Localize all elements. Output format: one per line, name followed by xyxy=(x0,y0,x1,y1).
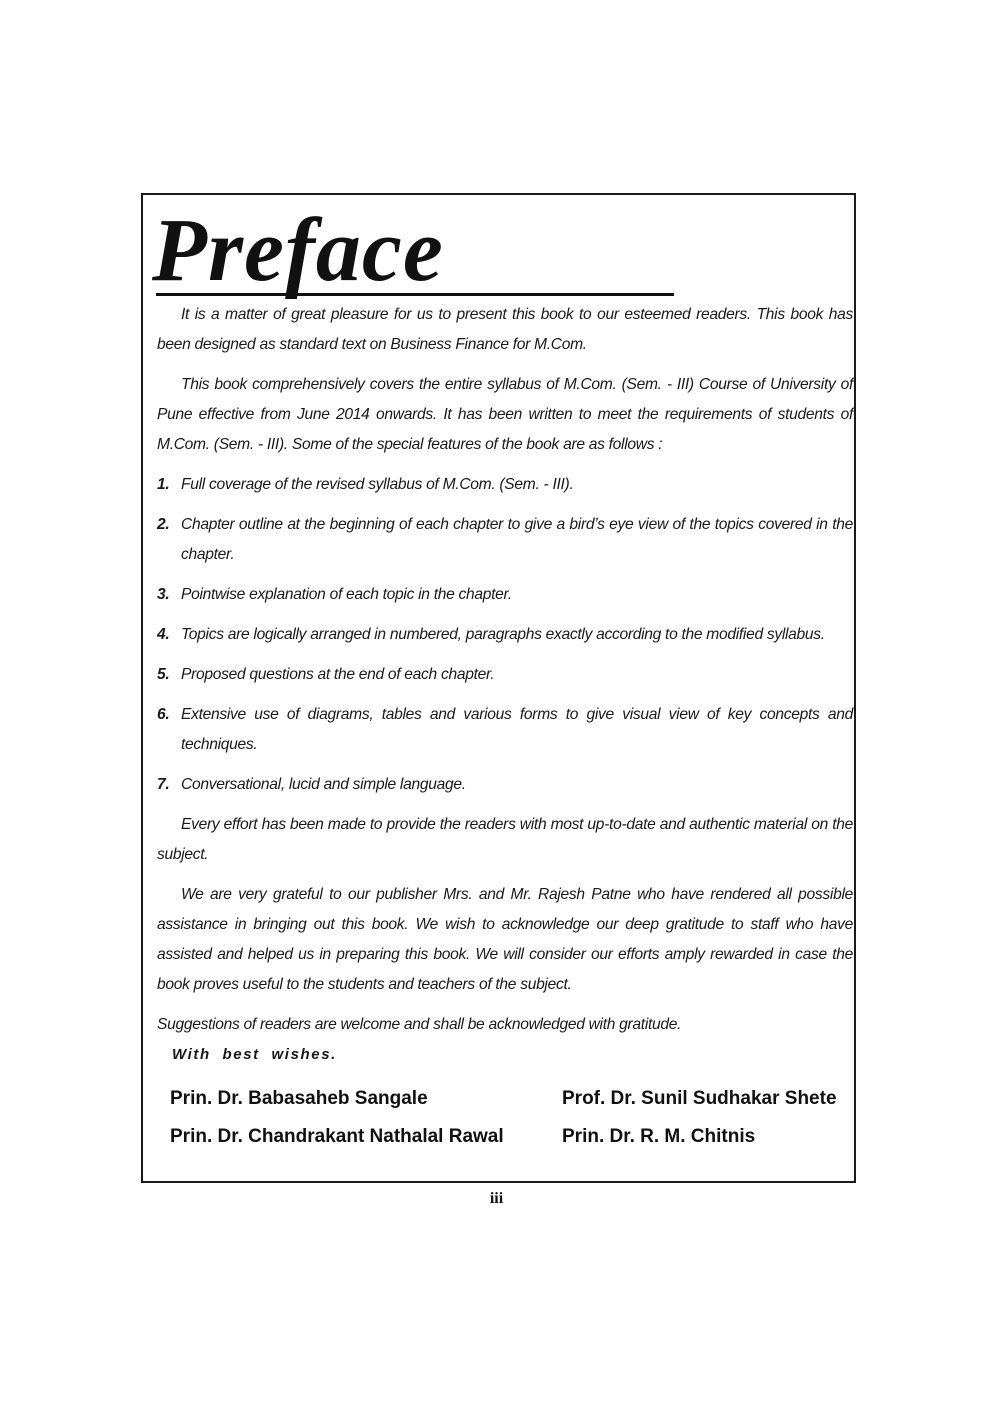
list-item xyxy=(157,660,853,690)
signatory-name: Prin. Dr. Chandrakant Nathalal Rawal xyxy=(170,1126,504,1147)
list-item xyxy=(157,470,853,500)
features-list xyxy=(157,470,853,800)
page-number: iii xyxy=(489,1190,504,1207)
list-item-text: Conversational, lucid and simple language. xyxy=(181,776,466,793)
signatory-row xyxy=(170,1118,856,1156)
signatory-name: Prin. Dr. Babasaheb Sangale xyxy=(170,1088,428,1109)
list-item-text: Pointwise explanation of each topic in the chapter. xyxy=(181,586,512,603)
list-item-number: 3. xyxy=(157,586,170,603)
signatory-row xyxy=(170,1080,856,1118)
list-item-number: 2. xyxy=(157,516,170,533)
list-item-text: Extensive use of diagrams, tables and various forms to give visual view of key concepts and techniques. xyxy=(181,706,853,753)
preface-body xyxy=(157,300,853,1050)
signatory-name: Prin. Dr. R. M. Chitnis xyxy=(562,1126,756,1147)
list-item xyxy=(157,770,853,800)
list-item-text: Chapter outline at the beginning of each chapter to give a bird’s eye view of the topics covered in the chapter. xyxy=(181,516,853,563)
list-item-number: 7. xyxy=(157,776,170,793)
list-item-number: 6. xyxy=(157,706,170,723)
list-item xyxy=(157,620,853,650)
paragraph-effort: Every effort has been made to provide the readers with most up-to-date and authentic material on the subject. xyxy=(157,816,853,863)
paragraph-intro: It is a matter of great pleasure for us to present this book to our esteemed readers. This book has been designed as standard text on Business Finance for M.Com. xyxy=(157,306,853,353)
paragraph-acknowledgement: We are very grateful to our publisher Mrs. and Mr. Rajesh Patne who have rendered all possible assistance in bringing out this book. We wish to acknowledge our deep gratitude to staff who have assisted and helped us in preparing this book. We will consider our efforts amply rewarded in case the book proves useful to the students and teachers of the subject. xyxy=(157,886,853,993)
list-item xyxy=(157,510,853,570)
list-item-text: Full coverage of the revised syllabus of M.Com. (Sem. - III). xyxy=(181,476,574,493)
list-item-number: 4. xyxy=(157,626,170,643)
list-item-text: Proposed questions at the end of each chapter. xyxy=(181,666,495,683)
title-underline xyxy=(156,293,674,296)
list-item-number: 1. xyxy=(157,476,170,493)
page-title: Preface xyxy=(152,201,444,300)
list-item xyxy=(157,580,853,610)
paragraph-coverage: This book comprehensively covers the entire syllabus of M.Com. (Sem. - III) Course of University of Pune effective from June 2014 onwards. It has been written to meet the requirements of students of M.Com. (Sem. - III). Some of the special features of the book are as follows : xyxy=(157,376,853,453)
list-item xyxy=(157,700,853,760)
list-item-text: Topics are logically arranged in numbered, paragraphs exactly according to the modified syllabus. xyxy=(181,626,825,643)
list-item-number: 5. xyxy=(157,666,170,683)
signatory-name: Prof. Dr. Sunil Sudhakar Shete xyxy=(562,1088,837,1109)
signatories-block xyxy=(170,1080,856,1156)
closing-wishes: With best wishes. xyxy=(172,1046,337,1063)
paragraph-suggestions: Suggestions of readers are welcome and shall be acknowledged with gratitude. xyxy=(157,1016,682,1033)
